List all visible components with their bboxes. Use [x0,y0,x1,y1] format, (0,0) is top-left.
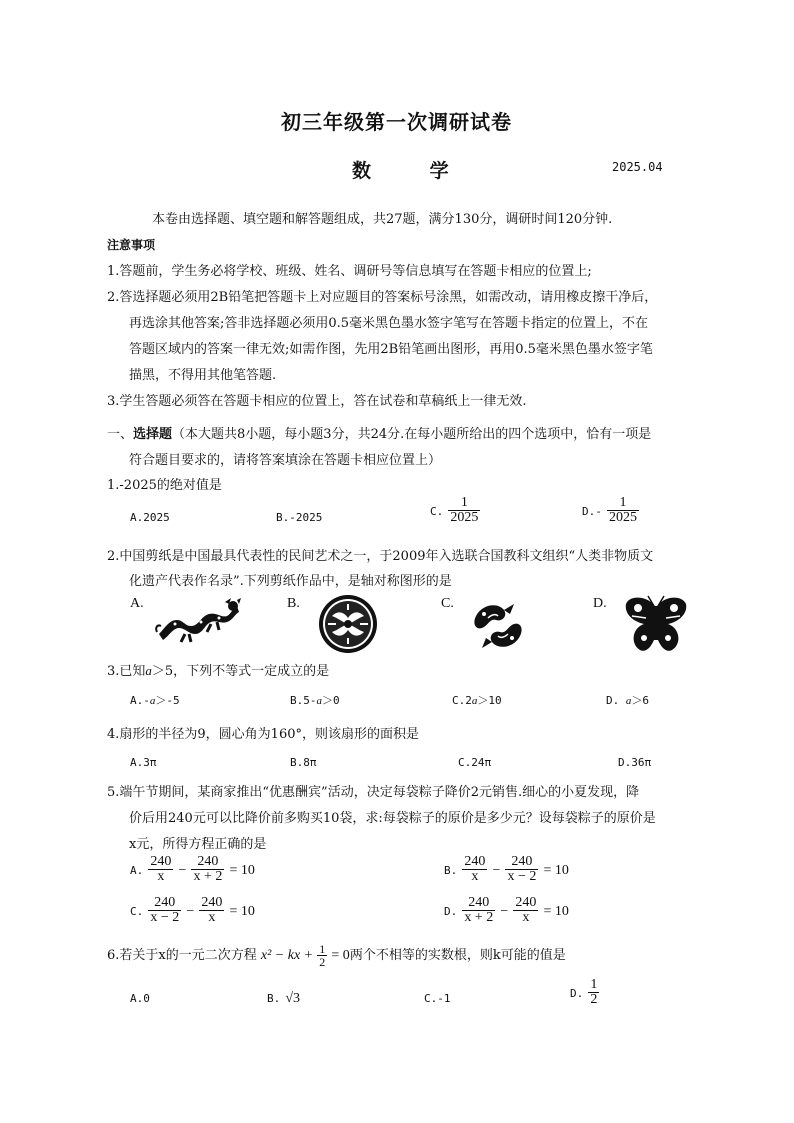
q4-option-d: D.36π [618,756,652,769]
q6-stem-fraction [317,943,327,968]
q5-stem-line-1: 5.端午节期间，某商家推出“优惠酬宾”活动，决定每袋粽子降价2元销售.细心的小夏发现，降 [107,785,640,800]
q6-stem-post: 两个不相等的实数根，则k可能的值是 [349,948,566,963]
q5-option-a-fraction-2 [191,855,224,884]
section-1-desc-line-2: 符合题目要求的，请将答案填涂在答题卡相应位置上） [129,453,442,468]
denominator: x [522,910,530,925]
q3-option-a-rest: ＞-5 [155,694,180,707]
q3-stem-var: a [145,663,152,678]
note-2-line-2: 再选涂其他答案;答非选择题必须用0.5毫米黑色墨水签字笔写在答题卡指定的位置上，不在 [129,316,649,331]
note-2-line-1: 2.答选择题必须用2B铅笔把答题卡上对应题目的答案标号涂黑，如需改动，请用橡皮擦干净后， [107,290,658,305]
q1-option-a: A.2025 [130,511,170,524]
q5-option-b-fraction-1 [462,855,487,884]
page-title: 初三年级第一次调研试卷 [281,110,512,134]
q6-option-d [570,978,599,1007]
section-1-prefix: 一、 [107,427,134,442]
q1-option-c-label: C. [430,505,444,518]
denominator: x + 2 [193,869,223,884]
q5-option-b-rhs: = 10 [543,863,569,878]
q6-option-b [267,987,300,1007]
q6-option-a: A.0 [130,992,150,1005]
q3-option-a-var: a [149,695,156,707]
q2-option-a-label: A. [130,596,144,611]
denominator: 2 [319,955,326,969]
note-2-line-4: 描黑，不得用其他笔答题. [129,368,277,383]
subject-heading: 数 学 [352,160,475,182]
numerator: 1 [590,977,598,992]
q6-stem [107,943,566,968]
q3-option-d-rest: ＞6 [631,694,649,707]
q4-stem: 4.扇形的半径为9，圆心角为160°，则该扇形的面积是 [107,727,419,742]
q5-option-a-rhs: = 10 [229,863,255,878]
q5-option-d-label: D. [444,905,458,918]
q3-option-d-label: D. [606,694,626,707]
exam-date: 2025.04 [612,160,663,174]
q3-option-d-var: a [625,695,632,707]
q1-stem: 1.-2025的绝对值是 [107,478,222,493]
q6-option-d-label: D. [570,987,584,1000]
q5-option-c-fraction-2 [199,896,224,925]
q5-stem-line-3: x元，所得方程正确的是 [129,837,267,852]
numerator: 240 [191,855,224,870]
q5-option-c-fraction-1 [148,896,181,925]
q6-option-b-label: B. [267,992,281,1005]
q4-option-b: B.8π [290,756,317,769]
q5-option-d-fraction-2 [513,896,538,925]
numerator: 240 [150,854,172,869]
q4-option-c: C.24π [458,756,492,769]
notes-heading: 注意事项 [107,238,156,252]
q3-stem [107,660,329,679]
note-1: 1.答题前，学生务必将学校、班级、姓名、调研号等信息填写在答题卡相应的位置上; [107,264,592,279]
q6-option-b-value: √3 [285,991,301,1006]
q3-option-c-var: a [471,695,478,707]
q5-option-d-fraction-1 [462,896,495,925]
q1-option-c-fraction [448,496,480,525]
q3-option-a [130,692,180,708]
q3-option-c-rest: ＞10 [477,694,502,707]
q5-option-b-label: B. [444,864,458,877]
denominator: x [208,910,216,925]
numerator: 240 [148,896,181,911]
q1-option-d-fraction [607,496,639,525]
q1-option-d-numerator: 1 [607,496,639,511]
q6-stem-equation: x² − kx + [260,948,314,963]
q2-stem-line-1: 2.中国剪纸是中国最具代表性的民间艺术之一，于2009年入选联合国教科文组织“人类非物质文 [107,549,654,564]
q3-option-c [452,692,502,708]
q2-option-b-label: B. [287,596,300,611]
q6-stem-pre: 6.若关于x的一元二次方程 [107,948,257,963]
q3-option-d [606,692,649,708]
q6-option-c: C.-1 [424,992,451,1005]
q3-option-b [290,692,340,708]
denominator: x [471,869,479,884]
note-3: 3.学生答题必须答在答题卡相应的位置上，答在试卷和草稿纸上一律无效. [107,394,527,409]
q3-stem-pre: 3.已知 [107,664,146,679]
q3-option-b-label: B.5- [290,694,317,707]
dragon-papercut-image [155,598,241,644]
numerator: 240 [515,895,537,910]
q5-option-c-rhs: = 10 [229,904,255,919]
q3-stem-post: ＞5，下列不等式一定成立的是 [151,664,330,679]
fish-papercut-image [470,598,526,654]
section-1-name: 选择题 [133,427,173,442]
q4-option-a: A.3π [130,756,157,769]
q6-option-d-fraction [588,978,599,1007]
numerator: 240 [201,895,223,910]
q5-option-d-rhs: = 10 [543,904,569,919]
q5-option-b: B. $\frac{240}{x}$ − $\frac{240}{x - 2}$ = 10 [444,854,569,884]
section-1-desc: （本大题共8小题，每小题3分，共24分.在每小题所给出的四个选项中，恰有一项是 [172,427,652,442]
denominator: x [157,869,165,884]
denominator: x − 2 [150,910,180,925]
denominator: 2 [590,992,598,1007]
q2-stem-line-2: 化遗产代表作名录”.下列剪纸作品中，是轴对称图形的是 [129,574,452,589]
q3-option-b-var: a [316,695,322,707]
denominator: x + 2 [464,910,494,925]
q5-option-c: C. $\frac{240}{x - 2}$ − $\frac{240}{x}$ = 10 [130,895,255,925]
numerator: 1 [319,942,326,956]
q5-option-b-fraction-2 [505,855,538,884]
q3-option-c-label: C.2 [452,694,472,707]
intro-text: 本卷由选择题、填空题和解答题组成，共27题，满分130分，调研时间120分钟. [152,212,613,227]
q5-option-a-fraction-1 [148,855,173,884]
note-2-line-3: 答题区域内的答案一律无效;如需作图，先用2B铅笔画出图形，再用0.5毫米黑色墨水签字笔 [129,342,653,357]
q1-option-d [582,496,639,525]
q5-stem-line-2: 价后用240元可以比降价前多购买10袋，求:每袋粽子的原价是多少元？设每袋粽子的原价是 [129,811,656,826]
q1-option-c-numerator: 1 [448,496,480,511]
q6-stem-equation-rhs: = 0 [331,948,350,963]
q5-option-c-label: C. [130,905,144,918]
numerator: 240 [462,896,495,911]
q3-option-b-rest: ＞0 [322,694,340,707]
round-papercut-image [318,594,378,654]
q5-option-d: D. $\frac{240}{x + 2}$ − $\frac{240}{x}$ = 10 [444,895,569,925]
q1-option-c-denominator: 2025 [450,510,479,525]
section-1-heading [107,423,651,442]
q5-option-a-label: A. [130,864,144,877]
q1-option-d-denominator: 2025 [608,510,637,525]
q1-option-b: B.-2025 [276,511,323,524]
q5-option-a: A. $\frac{240}{x}$ − $\frac{240}{x + 2}$ = 10 [130,854,255,884]
q3-option-a-label: A.- [130,694,150,707]
numerator: 240 [505,855,538,870]
q1-option-c [430,496,480,525]
numerator: 240 [464,854,486,869]
q1-option-d-label: D.- [582,505,602,518]
denominator: x − 2 [507,869,537,884]
q2-option-c-label: C. [441,596,454,611]
q2-option-d-label: D. [593,596,607,611]
butterfly-papercut-image [624,594,688,654]
